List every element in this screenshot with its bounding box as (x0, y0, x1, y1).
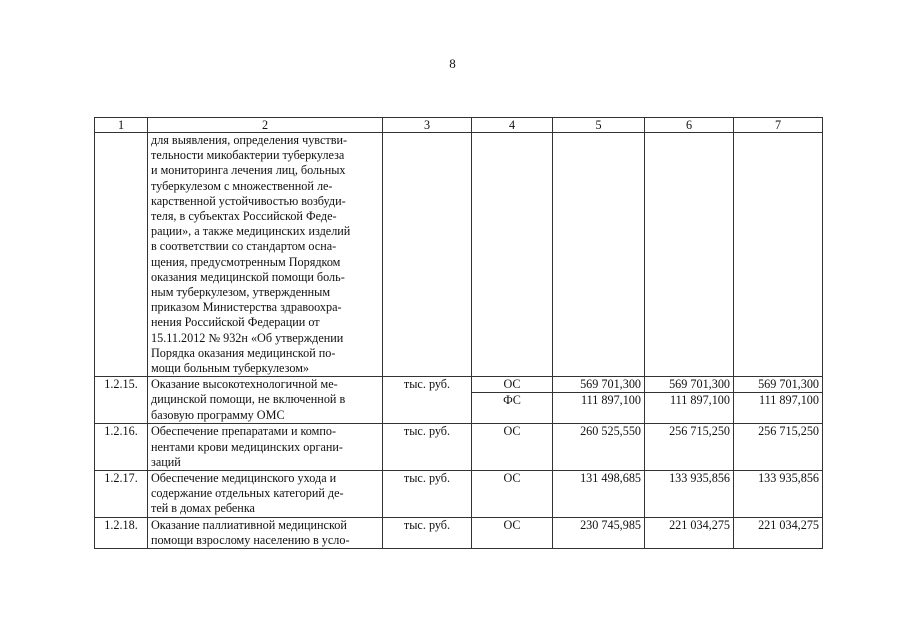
value-cell: 111 897,100 (553, 393, 645, 424)
description-line: помощи взрослому населению в усло- (151, 532, 350, 547)
row-number-cell: 1.2.17. (95, 471, 148, 518)
value-cell: 133 935,856 (645, 471, 734, 518)
description-line: Оказание паллиативной медицинской (151, 517, 347, 532)
table-row (95, 471, 823, 518)
description-line: туберкулезом с множественной ле- (151, 178, 333, 193)
source-cell (472, 133, 553, 377)
budget-table (94, 117, 823, 549)
value-cell: 111 897,100 (734, 393, 823, 424)
description-line: Порядка оказания медицинской по- (151, 345, 336, 360)
value-cell: 221 034,275 (734, 517, 823, 548)
value-cell: 256 715,250 (734, 424, 823, 471)
value-cell (553, 133, 645, 377)
description-line: и мониторинга лечения лиц, больных (151, 163, 346, 178)
unit-cell (383, 133, 472, 377)
row-number-cell: 1.2.15. (95, 377, 148, 424)
description-cell (148, 133, 383, 377)
description-line: рации», а также медицинских изделий (151, 224, 351, 239)
value-cell: 221 034,275 (645, 517, 734, 548)
description-line: нения Российской Федерации от (151, 315, 320, 330)
value-cell: 133 935,856 (734, 471, 823, 518)
description-line: базовую программу ОМС (151, 407, 285, 422)
column-header: 4 (472, 118, 553, 133)
value-cell (734, 133, 823, 377)
description-line: оказания медицинской помощи боль- (151, 269, 345, 284)
unit-cell: тыс. руб. (383, 377, 472, 424)
source-cell: ОС (472, 377, 553, 393)
description-line: тельности микобактерии туберкулеза (151, 148, 345, 163)
value-cell: 111 897,100 (645, 393, 734, 424)
column-header: 3 (383, 118, 472, 133)
unit-cell: тыс. руб. (383, 424, 472, 471)
source-cell: ФС (472, 393, 553, 424)
table-row (95, 517, 823, 548)
row-number-cell: 1.2.18. (95, 517, 148, 548)
unit-cell: тыс. руб. (383, 471, 472, 518)
value-cell: 569 701,300 (553, 377, 645, 393)
description-line: заций (151, 454, 181, 469)
description-line: дицинской помощи, не включенной в (151, 392, 346, 407)
description-cell (148, 517, 383, 548)
description-line: тей в домах ребенка (151, 501, 255, 516)
continuation-row (95, 133, 823, 377)
source-cell: ОС (472, 517, 553, 548)
description-line: ным туберкулезом, утвержденным (151, 285, 331, 300)
value-cell: 569 701,300 (645, 377, 734, 393)
description-cell (148, 377, 383, 424)
source-cell: ОС (472, 424, 553, 471)
description-line: Обеспечение препаратами и компо- (151, 424, 337, 439)
column-header: 6 (645, 118, 734, 133)
unit-cell: тыс. руб. (383, 517, 472, 548)
row-number-cell: 1.2.16. (95, 424, 148, 471)
value-cell: 131 498,685 (553, 471, 645, 518)
description-cell (148, 471, 383, 518)
table-row (95, 377, 823, 393)
column-header: 7 (734, 118, 823, 133)
column-header: 1 (95, 118, 148, 133)
value-cell: 230 745,985 (553, 517, 645, 548)
description-line: теля, в субъектах Российской Феде- (151, 209, 337, 224)
column-header: 5 (553, 118, 645, 133)
description-line: Обеспечение медицинского ухода и (151, 471, 337, 486)
description-line: приказом Министерства здравоохра- (151, 300, 342, 315)
description-line: для выявления, определения чувстви- (151, 133, 348, 147)
source-cell: ОС (472, 471, 553, 518)
row-number-cell (95, 133, 148, 377)
description-line: в соответствии со стандартом осна- (151, 239, 337, 254)
description-line: нентами крови медицинских органи- (151, 439, 343, 454)
page-number: 8 (449, 56, 456, 71)
value-cell: 260 525,550 (553, 424, 645, 471)
description-line: 15.11.2012 № 932н «Об утверждении (151, 330, 344, 345)
description-cell (148, 424, 383, 471)
description-line: Оказание высокотехнологичной ме- (151, 377, 338, 392)
description-line: карственной устойчивостью возбуди- (151, 193, 346, 208)
column-number-row (95, 118, 823, 133)
table-row (95, 424, 823, 471)
description-line: содержание отдельных категорий де- (151, 486, 344, 501)
value-cell (645, 133, 734, 377)
column-header: 2 (148, 118, 383, 133)
description-line: щения, предусмотренным Порядком (151, 254, 341, 269)
value-cell: 569 701,300 (734, 377, 823, 393)
value-cell: 256 715,250 (645, 424, 734, 471)
description-line: мощи больным туберкулезом» (151, 361, 310, 376)
